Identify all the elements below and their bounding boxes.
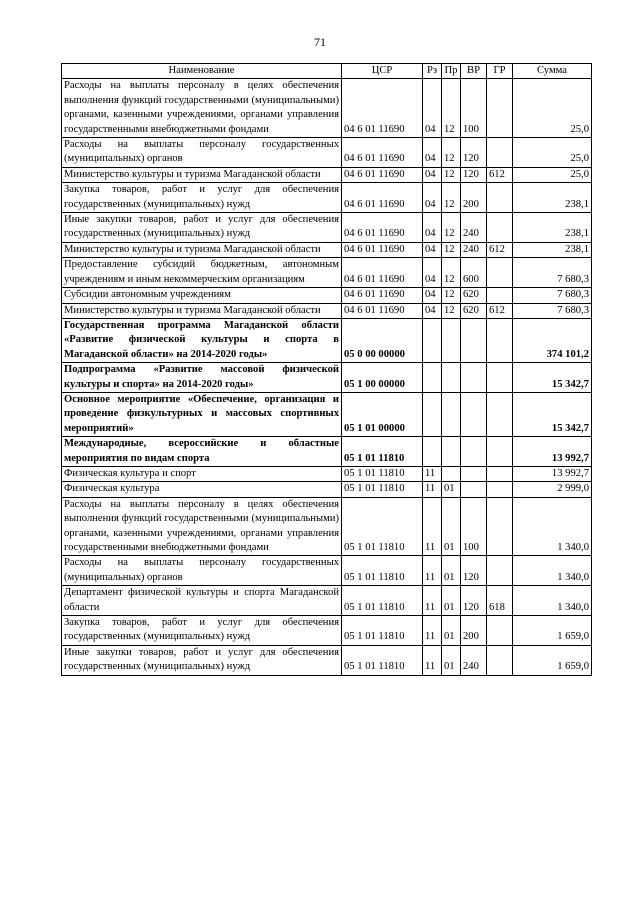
cell-vr [461, 437, 487, 467]
cell-sum: 7 680,3 [513, 288, 592, 303]
table-row [62, 645, 592, 675]
table-row [62, 303, 592, 318]
cell-gr [487, 183, 513, 213]
cell-sum: 238,1 [513, 242, 592, 257]
table-row [62, 183, 592, 213]
header-gr: ГР [487, 64, 513, 79]
header-name: Наименование [62, 64, 342, 79]
cell-rz: 04 [423, 303, 442, 318]
cell-name: Министерство культуры и туризма Магаданской области [62, 242, 342, 257]
cell-name: Расходы на выплаты персоналу в целях обеспечения выполнения функций государственными (муниципальными) органами, казенными учреждениями, органами управления государственными внебюджетными фондами [62, 79, 342, 138]
cell-vr: 120 [461, 586, 487, 616]
cell-sum: 13 992,7 [513, 437, 592, 467]
cell-vr: 600 [461, 258, 487, 288]
cell-rz: 11 [423, 466, 442, 481]
cell-rz [423, 392, 442, 436]
cell-pr: 12 [442, 79, 461, 138]
table-row [62, 242, 592, 257]
cell-vr: 100 [461, 497, 487, 556]
cell-pr: 01 [442, 556, 461, 586]
cell-pr: 12 [442, 258, 461, 288]
cell-rz: 11 [423, 482, 442, 497]
cell-csr: 04 6 01 11690 [342, 288, 423, 303]
cell-name: Закупка товаров, работ и услуг для обеспечения государственных (муниципальных) нужд [62, 616, 342, 646]
cell-csr: 04 6 01 11690 [342, 138, 423, 168]
cell-csr: 04 6 01 11690 [342, 167, 423, 182]
cell-name: Физическая культура и спорт [62, 466, 342, 481]
table-body [62, 79, 592, 675]
cell-csr: 04 6 01 11690 [342, 303, 423, 318]
table-row [62, 167, 592, 182]
table-row [62, 258, 592, 288]
cell-name: Министерство культуры и туризма Магаданской области [62, 303, 342, 318]
cell-rz: 04 [423, 242, 442, 257]
cell-gr [487, 645, 513, 675]
table-row [62, 437, 592, 467]
cell-name: Государственная программа Магаданской области «Развитие физической культуры и спорта в Магаданской области» на 2014-2020 годы» [62, 318, 342, 362]
cell-vr: 620 [461, 303, 487, 318]
cell-sum: 25,0 [513, 79, 592, 138]
cell-rz: 04 [423, 183, 442, 213]
cell-csr: 05 1 01 11810 [342, 556, 423, 586]
cell-sum: 1 340,0 [513, 556, 592, 586]
cell-vr: 120 [461, 556, 487, 586]
cell-sum: 2 999,0 [513, 482, 592, 497]
table-row [62, 288, 592, 303]
table-row [62, 497, 592, 556]
cell-name: Расходы на выплаты персоналу государственных (муниципальных) органов [62, 556, 342, 586]
cell-pr: 01 [442, 497, 461, 556]
cell-csr: 04 6 01 11690 [342, 258, 423, 288]
cell-gr [487, 482, 513, 497]
cell-vr: 620 [461, 288, 487, 303]
header-csr: ЦСР [342, 64, 423, 79]
cell-gr [487, 392, 513, 436]
budget-table [61, 63, 592, 676]
cell-csr: 05 1 01 11810 [342, 586, 423, 616]
cell-name: Иные закупки товаров, работ и услуг для обеспечения государственных (муниципальных) нужд [62, 213, 342, 243]
cell-gr [487, 616, 513, 646]
cell-pr [442, 392, 461, 436]
table-row [62, 482, 592, 497]
cell-sum: 13 992,7 [513, 466, 592, 481]
header-rz: Рз [423, 64, 442, 79]
cell-sum: 374 101,2 [513, 318, 592, 362]
cell-sum: 1 340,0 [513, 586, 592, 616]
cell-name: Предоставление субсидий бюджетным, автономным учреждениям и иным некоммерческим организациям [62, 258, 342, 288]
cell-name: Закупка товаров, работ и услуг для обеспечения государственных (муниципальных) нужд [62, 183, 342, 213]
cell-sum: 238,1 [513, 183, 592, 213]
cell-gr [487, 497, 513, 556]
cell-vr: 240 [461, 645, 487, 675]
cell-gr [487, 556, 513, 586]
table-row [62, 363, 592, 393]
cell-pr: 01 [442, 616, 461, 646]
cell-rz: 11 [423, 645, 442, 675]
cell-vr [461, 363, 487, 393]
cell-sum: 15 342,7 [513, 363, 592, 393]
cell-gr: 612 [487, 242, 513, 257]
cell-vr: 240 [461, 213, 487, 243]
cell-gr: 618 [487, 586, 513, 616]
table-row [62, 138, 592, 168]
cell-rz: 04 [423, 213, 442, 243]
cell-csr: 05 1 01 11810 [342, 482, 423, 497]
cell-gr [487, 79, 513, 138]
cell-sum: 7 680,3 [513, 303, 592, 318]
cell-rz: 04 [423, 258, 442, 288]
cell-pr: 12 [442, 303, 461, 318]
cell-vr [461, 466, 487, 481]
cell-name: Расходы на выплаты персоналу государственных (муниципальных) органов [62, 138, 342, 168]
table-header-row [62, 64, 592, 79]
cell-csr: 05 0 00 00000 [342, 318, 423, 362]
cell-rz: 04 [423, 79, 442, 138]
cell-vr: 200 [461, 183, 487, 213]
cell-gr [487, 138, 513, 168]
cell-name: Министерство культуры и туризма Магаданской области [62, 167, 342, 182]
table-row [62, 318, 592, 362]
cell-sum: 1 659,0 [513, 616, 592, 646]
cell-vr [461, 392, 487, 436]
cell-csr: 04 6 01 11690 [342, 213, 423, 243]
cell-gr [487, 258, 513, 288]
cell-vr [461, 482, 487, 497]
cell-sum: 1 659,0 [513, 645, 592, 675]
cell-pr: 01 [442, 645, 461, 675]
cell-gr [487, 213, 513, 243]
table-row [62, 466, 592, 481]
cell-name: Департамент физической культуры и спорта Магаданской области [62, 586, 342, 616]
cell-csr: 05 1 01 11810 [342, 437, 423, 467]
cell-rz: 11 [423, 616, 442, 646]
cell-pr: 01 [442, 586, 461, 616]
cell-csr: 04 6 01 11690 [342, 79, 423, 138]
cell-vr: 120 [461, 138, 487, 168]
cell-vr [461, 318, 487, 362]
cell-gr [487, 318, 513, 362]
cell-rz [423, 437, 442, 467]
table-row [62, 213, 592, 243]
cell-vr: 100 [461, 79, 487, 138]
cell-rz: 11 [423, 497, 442, 556]
cell-csr: 05 1 01 11810 [342, 497, 423, 556]
cell-pr: 12 [442, 183, 461, 213]
cell-csr: 04 6 01 11690 [342, 183, 423, 213]
cell-gr [487, 437, 513, 467]
cell-rz: 04 [423, 167, 442, 182]
cell-rz: 11 [423, 556, 442, 586]
cell-rz [423, 363, 442, 393]
header-pr: Пр [442, 64, 461, 79]
cell-sum: 1 340,0 [513, 497, 592, 556]
cell-name: Подпрограмма «Развитие массовой физической культуры и спорта» на 2014-2020 годы» [62, 363, 342, 393]
cell-sum: 7 680,3 [513, 258, 592, 288]
header-sum: Сумма [513, 64, 592, 79]
table-row [62, 586, 592, 616]
cell-pr [442, 318, 461, 362]
cell-vr: 200 [461, 616, 487, 646]
cell-gr [487, 466, 513, 481]
table-row [62, 616, 592, 646]
cell-name: Иные закупки товаров, работ и услуг для обеспечения государственных (муниципальных) нужд [62, 645, 342, 675]
cell-csr: 05 1 01 11810 [342, 616, 423, 646]
cell-sum: 25,0 [513, 167, 592, 182]
cell-rz: 11 [423, 586, 442, 616]
cell-csr: 05 1 01 11810 [342, 466, 423, 481]
cell-csr: 05 1 01 00000 [342, 392, 423, 436]
cell-name: Физическая культура [62, 482, 342, 497]
cell-pr [442, 466, 461, 481]
cell-rz: 04 [423, 288, 442, 303]
page-number: 71 [314, 35, 326, 49]
cell-name: Субсидии автономным учреждениям [62, 288, 342, 303]
cell-pr: 12 [442, 167, 461, 182]
cell-pr: 01 [442, 482, 461, 497]
cell-sum: 238,1 [513, 213, 592, 243]
header-vr: ВР [461, 64, 487, 79]
cell-name: Международные, всероссийские и областные мероприятия по видам спорта [62, 437, 342, 467]
cell-sum: 15 342,7 [513, 392, 592, 436]
cell-gr: 612 [487, 303, 513, 318]
cell-gr: 612 [487, 167, 513, 182]
cell-csr: 05 1 01 11810 [342, 645, 423, 675]
cell-pr: 12 [442, 288, 461, 303]
cell-vr: 120 [461, 167, 487, 182]
table-row [62, 556, 592, 586]
cell-vr: 240 [461, 242, 487, 257]
cell-gr [487, 288, 513, 303]
table-row [62, 79, 592, 138]
cell-gr [487, 363, 513, 393]
cell-pr: 12 [442, 242, 461, 257]
cell-csr: 05 1 00 00000 [342, 363, 423, 393]
cell-name: Расходы на выплаты персоналу в целях обеспечения выполнения функций государственными (муниципальными) органами, казенными учреждениями, органами управления государственными внебюджетными фондами [62, 497, 342, 556]
cell-pr: 12 [442, 213, 461, 243]
cell-name: Основное мероприятие «Обеспечение, организация и проведение физкультурных и массовых спортивных мероприятий» [62, 392, 342, 436]
cell-pr [442, 363, 461, 393]
cell-pr [442, 437, 461, 467]
cell-rz [423, 318, 442, 362]
cell-csr: 04 6 01 11690 [342, 242, 423, 257]
cell-pr: 12 [442, 138, 461, 168]
table-row [62, 392, 592, 436]
cell-rz: 04 [423, 138, 442, 168]
cell-sum: 25,0 [513, 138, 592, 168]
